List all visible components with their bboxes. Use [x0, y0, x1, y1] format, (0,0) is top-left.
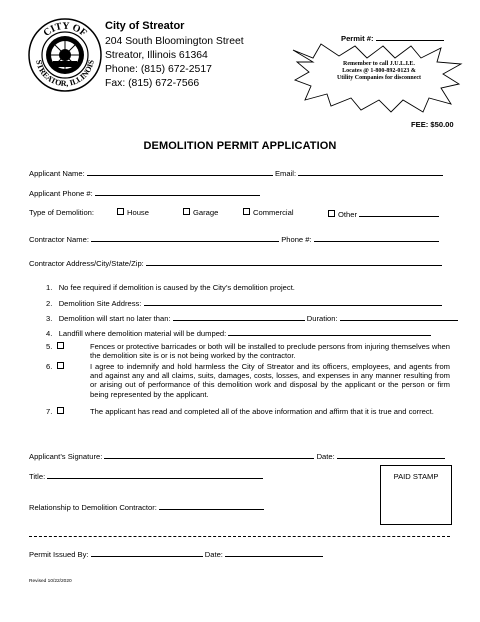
house-checkbox[interactable] [117, 208, 124, 215]
applicant-phone-field[interactable] [29, 187, 260, 198]
applicant-phone-label: Applicant Phone #: [29, 189, 93, 198]
item-4-num: 4. [46, 329, 53, 338]
start-date-line[interactable] [173, 312, 305, 321]
email-line[interactable] [298, 167, 443, 176]
option-garage[interactable] [183, 208, 218, 217]
relationship-field[interactable] [29, 501, 264, 512]
item-5-text: Fences or protective barricades or both will be installed to preclude persons from injuring themselves when the demolition site is or is not being worked by the contractor. [90, 342, 450, 361]
item-4[interactable] [46, 327, 431, 338]
garage-label: Garage [193, 208, 219, 217]
page-title: DEMOLITION PERMIT APPLICATION [143, 140, 337, 152]
item-1 [46, 283, 295, 292]
permit-number-line[interactable] [376, 32, 444, 41]
applicant-name-line[interactable] [87, 167, 273, 176]
julie-line-2: Locates @ 1-800-892-0123 & [342, 68, 416, 75]
item-1-num: 1. [46, 283, 53, 292]
city-address: 204 South Bloomington Street [105, 36, 244, 47]
relationship-line[interactable] [159, 501, 264, 510]
paid-stamp-box [380, 465, 452, 525]
item-6-num: 6. [46, 362, 53, 371]
item-6-checkbox[interactable] [57, 362, 64, 369]
city-name: City of Streator [105, 20, 185, 32]
item-5-marker[interactable] [46, 342, 67, 351]
other-line[interactable] [359, 208, 439, 217]
other-label: Other [338, 210, 357, 219]
email-label: Email: [274, 169, 297, 178]
title-label: Title: [29, 472, 46, 481]
permit-number-label: Permit #: [341, 34, 374, 43]
fee: FEE: $50.00 [411, 120, 454, 129]
duration-label: Duration: [306, 314, 338, 323]
garage-checkbox[interactable] [183, 208, 190, 215]
signature-date-line[interactable] [337, 450, 445, 459]
permit-issued-field[interactable] [29, 548, 323, 559]
item-7-checkbox[interactable] [57, 407, 64, 414]
signature-date-label: Date: [316, 452, 335, 461]
julie-line-3: Utility Companies for disconnect [336, 75, 422, 82]
signature-line[interactable] [104, 450, 314, 459]
permit-issued-label: Permit Issued By: [29, 550, 89, 559]
divider [29, 536, 450, 537]
contractor-address-line[interactable] [146, 257, 442, 266]
city-phone: Phone: (815) 672-2517 [105, 64, 212, 75]
item-6-marker[interactable] [46, 362, 67, 371]
site-address-line[interactable] [144, 297, 442, 306]
relationship-label: Relationship to Demolition Contractor: [29, 503, 157, 512]
city-seal [27, 17, 103, 93]
contractor-name-field[interactable] [29, 233, 439, 244]
option-commercial[interactable] [243, 208, 294, 217]
signature-field[interactable] [29, 450, 445, 461]
contractor-address-label: Contractor Address/City/State/Zip: [29, 259, 144, 268]
item-7-num: 7. [46, 407, 53, 416]
contractor-phone-line[interactable] [314, 233, 439, 242]
city-fax: Fax: (815) 672-7566 [105, 78, 200, 89]
title-line[interactable] [47, 470, 263, 479]
contractor-address-field[interactable] [29, 257, 442, 268]
contractor-name-label: Contractor Name: [29, 235, 89, 244]
item-1-text: No fee required if demolition is caused by the City’s demolition project. [58, 283, 295, 292]
item-3-text: Demolition will start no later than: [58, 314, 171, 323]
commercial-checkbox[interactable] [243, 208, 250, 215]
item-3[interactable] [46, 312, 458, 323]
option-house[interactable] [117, 208, 149, 217]
contractor-phone-label: Phone #: [281, 235, 312, 244]
item-2-num: 2. [46, 299, 53, 308]
paid-stamp-label: PAID STAMP [393, 472, 439, 481]
title-field[interactable] [29, 470, 263, 481]
other-checkbox[interactable] [328, 210, 335, 217]
item-4-text: Landfill where demolition material will be dumped: [58, 329, 227, 338]
contractor-name-line[interactable] [91, 233, 279, 242]
seal-top-text: CITY OF [41, 20, 89, 39]
commercial-label: Commercial [253, 208, 294, 217]
item-3-num: 3. [46, 314, 53, 323]
house-label: House [127, 208, 149, 217]
item-2[interactable] [46, 297, 442, 308]
option-other[interactable] [328, 208, 439, 219]
demolition-type-label: Type of Demolition: [29, 208, 94, 217]
applicant-name-label: Applicant Name: [29, 169, 85, 178]
signature-label: Applicant’s Signature: [29, 452, 103, 461]
permit-issued-date-line[interactable] [225, 548, 323, 557]
applicant-name-field[interactable] [29, 167, 443, 178]
permit-issued-line[interactable] [91, 548, 203, 557]
item-2-text: Demolition Site Address: [58, 299, 142, 308]
item-6-text: I agree to indemnify and hold harmless the City of Streator and its officers, employees, and agents from and against any and all claims, suits, damages, costs, losses, and expenses in any manner resulting from or arising out of performance of this demolition work and disposal by the applicant or the person or firm being represented by the applicant. [90, 362, 450, 399]
julie-reminder [329, 61, 429, 83]
applicant-phone-line[interactable] [95, 187, 260, 196]
revised-date: Revised 10/22/2020 [29, 579, 72, 584]
landfill-line[interactable] [228, 327, 431, 336]
item-7-text: The applicant has read and completed all of the above information and affirm that it is true and correct. [90, 407, 434, 416]
city-state-zip: Streator, Illinois 61364 [105, 50, 208, 61]
item-5-checkbox[interactable] [57, 342, 64, 349]
item-5-num: 5. [46, 342, 53, 351]
item-7-marker[interactable] [46, 407, 67, 416]
seal-bottom-text: STREATOR, ILLINOIS [34, 59, 96, 89]
permit-issued-date-label: Date: [204, 550, 223, 559]
duration-line[interactable] [340, 312, 458, 321]
julie-line-1: Remember to call J.U.L.I.E. [343, 61, 415, 67]
